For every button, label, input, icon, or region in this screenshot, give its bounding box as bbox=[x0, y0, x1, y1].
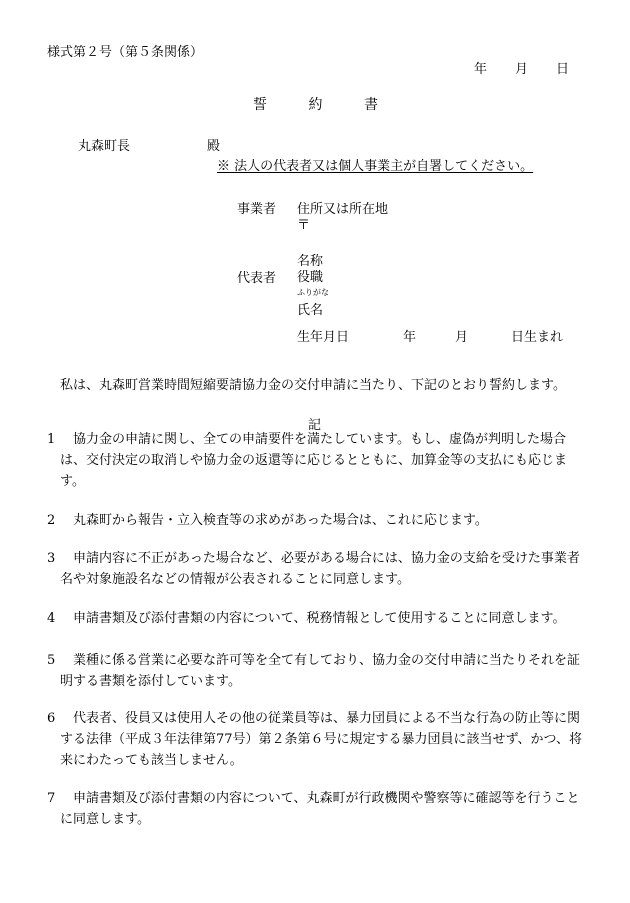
ki-heading: 記 bbox=[308, 418, 322, 433]
person-name-label: 氏名 bbox=[297, 303, 324, 318]
item-number: 4 bbox=[47, 611, 56, 626]
item-number: 1 bbox=[47, 432, 56, 447]
pledge-item bbox=[47, 708, 587, 771]
item-number: 2 bbox=[47, 513, 56, 528]
pledge-item bbox=[47, 650, 587, 692]
item-text: 申請書類及び添付書類の内容について、丸森町が行政機関や警察等に確認等を行うことに同意します。 bbox=[60, 791, 580, 827]
item-text: 丸森町から報告・立入検査等の求めがあった場合は、これに応じます。 bbox=[73, 513, 488, 528]
signature-note: ※ 法人の代表者又は個人事業主が自署してください。 bbox=[217, 159, 534, 174]
birthdate-label: 生年月日 bbox=[297, 330, 350, 345]
pledge-intro: 私は、丸森町営業時間短縮要請協力金の交付申請に当たり、下記のとおり誓約します。 bbox=[60, 378, 566, 393]
pledge-item bbox=[47, 510, 587, 531]
birth-month-label: 月 bbox=[455, 330, 469, 345]
date-field bbox=[474, 58, 569, 77]
date-year-label: 年 bbox=[474, 62, 488, 77]
title-char: 約 bbox=[308, 97, 323, 113]
item-text: 代表者、役員又は使用人その他の従業員等は、暴力団員による不当な行為の防止等に関する法律（平成３年法律第77号）第２条第６号に規定する暴力団員に該当せず、かつ、将来にわたっても該当しません。 bbox=[60, 711, 582, 768]
pledge-item bbox=[47, 608, 587, 629]
birth-year-label: 年 bbox=[403, 330, 417, 345]
item-number: 3 bbox=[47, 551, 56, 566]
item-text: 業種に係る営業に必要な許可等を全て有しており、協力金の交付申請に当たりそれを証明する書類を添付しています。 bbox=[60, 653, 581, 689]
postal-mark: 〒 bbox=[297, 218, 311, 233]
pledge-item bbox=[47, 788, 587, 830]
item-number: 7 bbox=[47, 791, 56, 806]
position-label: 役職 bbox=[297, 270, 324, 285]
date-day-label: 日 bbox=[555, 62, 569, 77]
furigana-label: ふりがな bbox=[297, 288, 329, 297]
item-text: 申請内容に不正があった場合など、必要がある場合には、協力金の支給を受けた事業者名や対象施設名などの情報が公表されることに同意します。 bbox=[60, 551, 580, 587]
item-text: 申請書類及び添付書類の内容について、税務情報として使用することに同意します。 bbox=[73, 611, 566, 626]
address-label: 住所又は所在地 bbox=[297, 202, 389, 217]
birth-day-label: 日生まれ bbox=[511, 330, 564, 345]
form-number: 様式第２号（第５条関係） bbox=[47, 45, 204, 60]
addressee: 丸森町長 bbox=[78, 139, 131, 154]
business-label: 事業者 bbox=[237, 202, 277, 217]
document-title bbox=[253, 94, 378, 114]
pledge-item bbox=[47, 548, 587, 590]
title-char: 書 bbox=[364, 97, 378, 113]
item-number: 5 bbox=[47, 653, 56, 668]
item-number: 6 bbox=[47, 711, 56, 726]
representative-label: 代表者 bbox=[237, 271, 277, 286]
pledge-item bbox=[47, 429, 587, 492]
honorific: 殿 bbox=[207, 139, 221, 154]
business-name-label: 名称 bbox=[297, 254, 324, 269]
title-char: 誓 bbox=[253, 97, 267, 113]
item-text: 協力金の申請に関し、全ての申請要件を満たしています。もし、虚偽が判明した場合は、交付決定の取消しや協力金の返還等に応じるとともに、加算金等の支払にも応じます。 bbox=[60, 432, 568, 489]
date-month-label: 月 bbox=[514, 62, 528, 77]
